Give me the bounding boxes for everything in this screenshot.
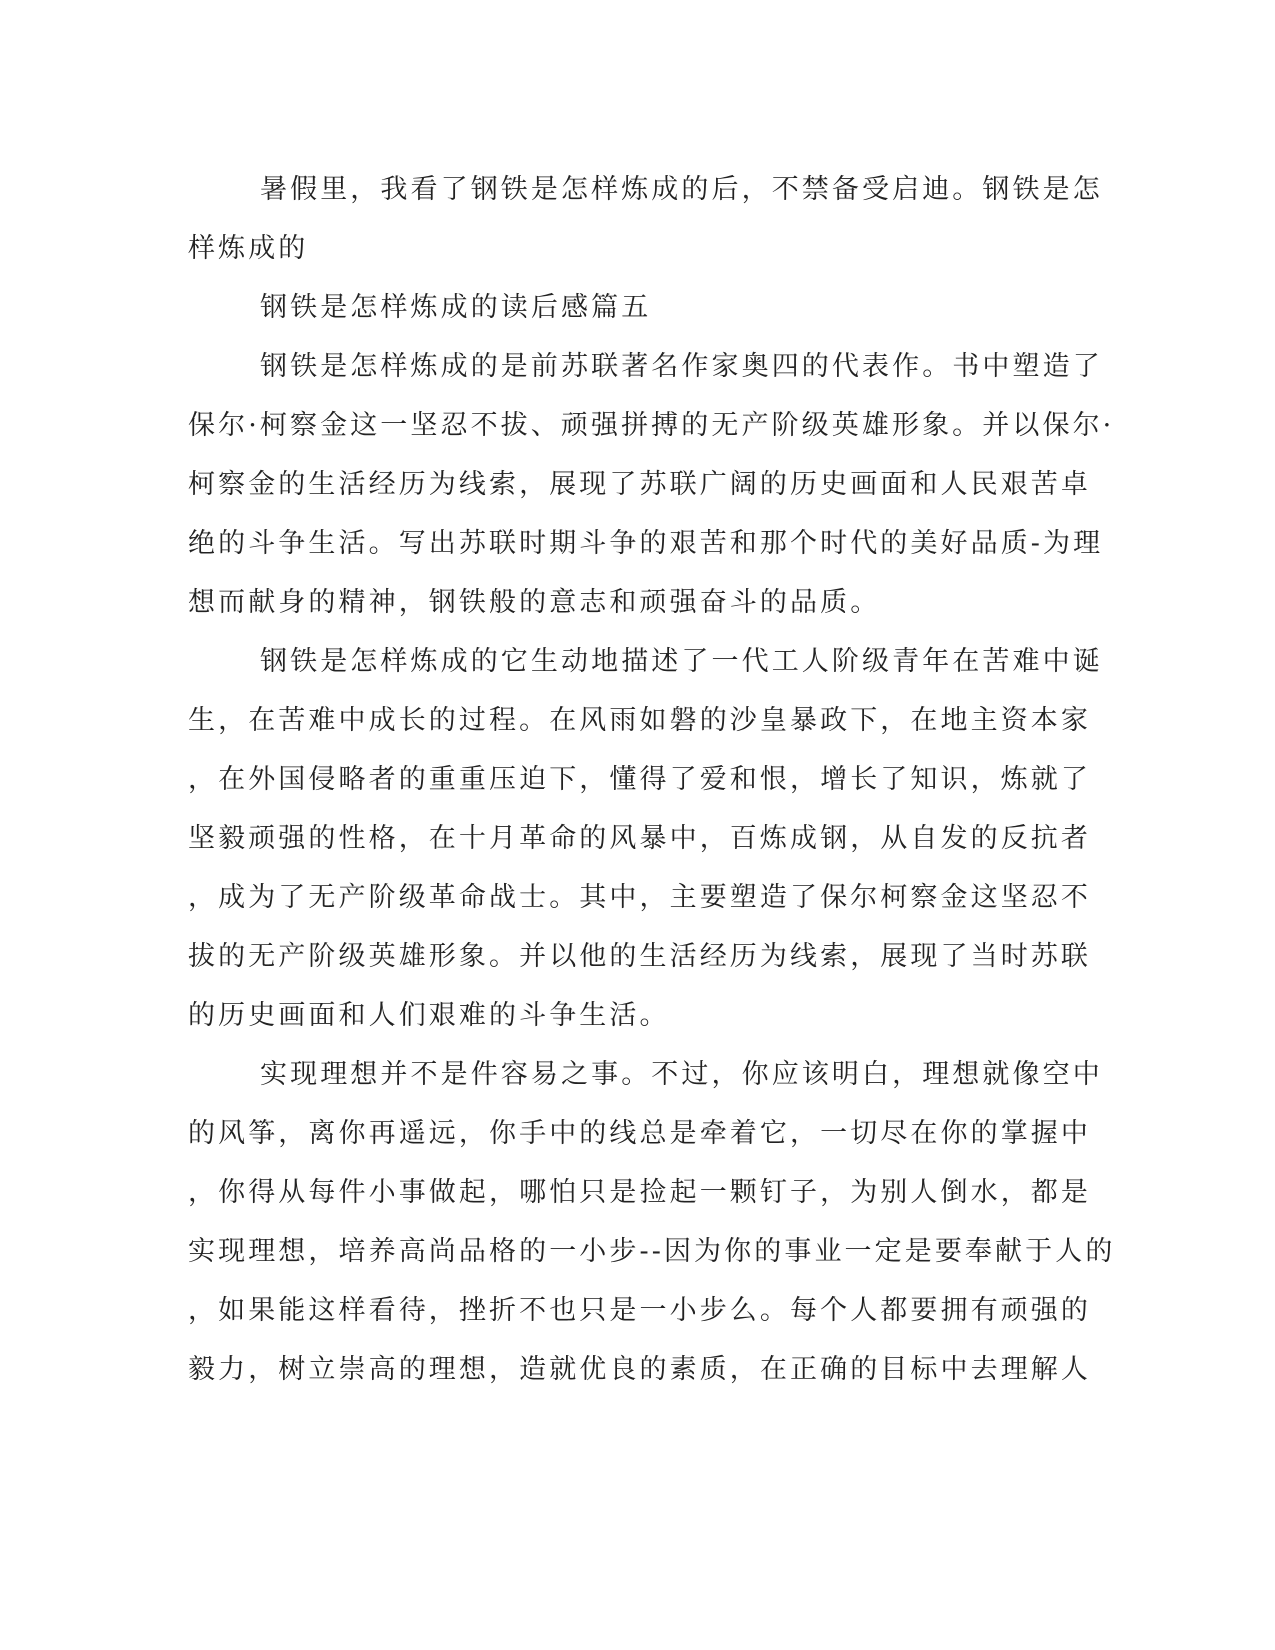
text-line: ，成为了无产阶级革命战士。其中，主要塑造了保尔柯察金这坚忍不	[188, 882, 1091, 913]
text-line: 的历史画面和人们艰难的斗争生活。	[188, 1000, 670, 1031]
text-line: 想而献身的精神，钢铁般的意志和顽强奋斗的品质。	[188, 587, 881, 618]
text-line: 钢铁是怎样炼成的读后感篇五	[260, 292, 652, 323]
text-line: 实现理想，培养高尚品格的一小步--因为你的事业一定是要奉献于人的	[188, 1236, 1116, 1267]
text-line: ，在外国侵略者的重重压迫下，懂得了爱和恨，增长了知识，炼就了	[188, 764, 1091, 795]
text-line: 绝的斗争生活。写出苏联时期斗争的艰苦和那个时代的美好品质-为理	[188, 528, 1104, 559]
text-line: 钢铁是怎样炼成的是前苏联著名作家奥四的代表作。书中塑造了	[260, 351, 1103, 382]
text-line: 样炼成的	[188, 233, 309, 264]
paragraph	[188, 1045, 1116, 1399]
text-line: 暑假里，我看了钢铁是怎样炼成的后，不禁备受启迪。钢铁是怎	[260, 174, 1103, 205]
document-body	[188, 160, 1116, 1399]
text-line: 钢铁是怎样炼成的它生动地描述了一代工人阶级青年在苦难中诞	[260, 646, 1103, 677]
paragraph	[188, 632, 1103, 1045]
paragraph	[188, 337, 1115, 632]
text-line: 实现理想并不是件容易之事。不过，你应该明白，理想就像空中	[260, 1059, 1103, 1090]
text-line: 生，在苦难中成长的过程。在风雨如磐的沙皇暴政下，在地主资本家	[188, 705, 1091, 736]
section-heading	[188, 278, 1068, 337]
text-line: 坚毅顽强的性格，在十月革命的风暴中，百炼成钢，从自发的反抗者	[188, 823, 1091, 854]
text-line: 拔的无产阶级英雄形象。并以他的生活经历为线索，展现了当时苏联	[188, 941, 1091, 972]
text-line: ，你得从每件小事做起，哪怕只是捡起一颗钉子，为别人倒水，都是	[188, 1177, 1091, 1208]
text-line: ，如果能这样看待，挫折不也只是一小步么。每个人都要拥有顽强的	[188, 1295, 1091, 1326]
text-line: 的风筝，离你再遥远，你手中的线总是牵着它，一切尽在你的掌握中	[188, 1118, 1091, 1149]
text-line: 毅力，树立崇高的理想，造就优良的素质，在正确的目标中去理解人	[188, 1354, 1091, 1385]
text-line: 保尔·柯察金这一坚忍不拔、顽强拼搏的无产阶级英雄形象。并以保尔·	[188, 410, 1115, 441]
text-line: 柯察金的生活经历为线索，展现了苏联广阔的历史画面和人民艰苦卓	[188, 469, 1091, 500]
paragraph	[188, 160, 1103, 278]
